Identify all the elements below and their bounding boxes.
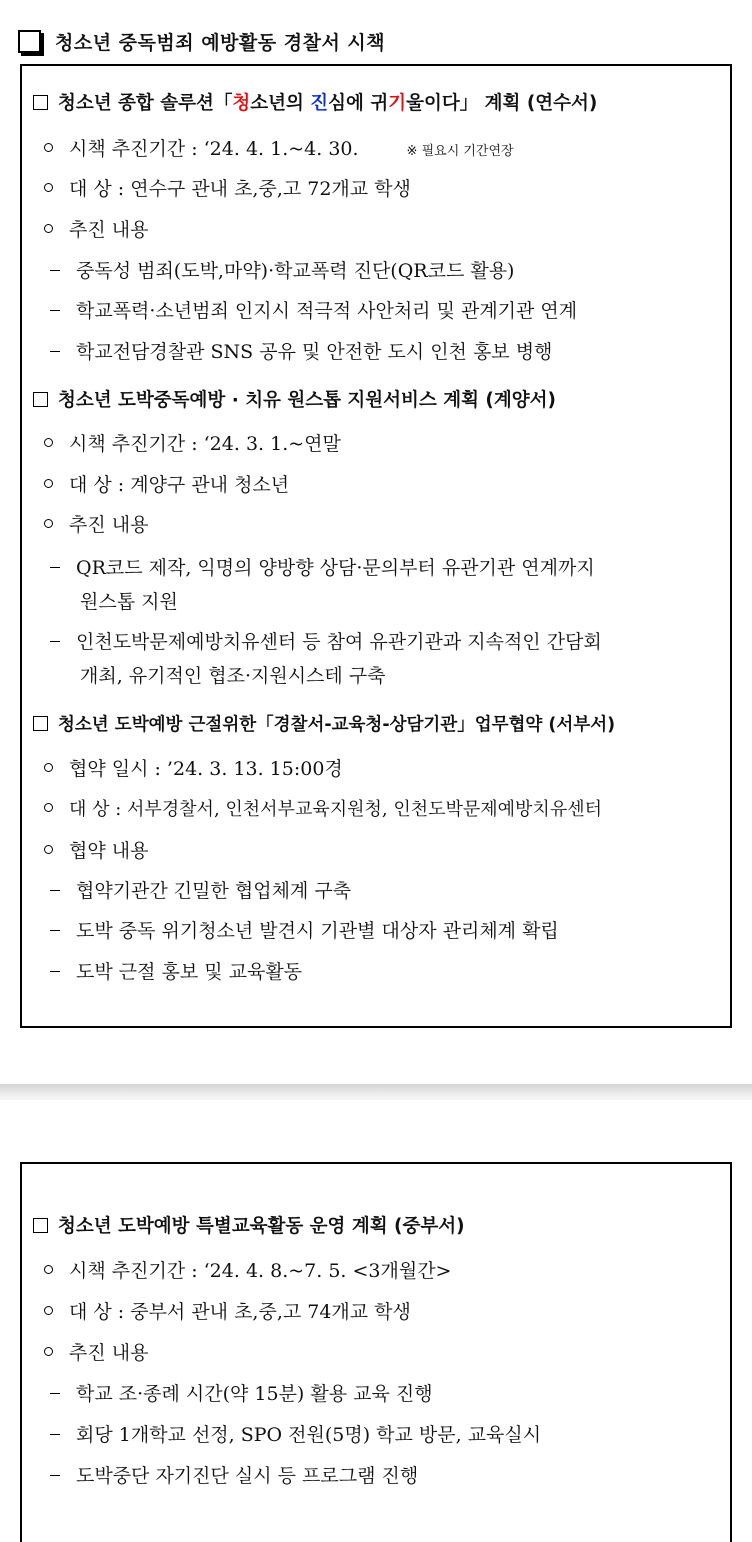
circle-bullet-icon (44, 438, 53, 447)
square-bullet-icon (33, 1218, 48, 1233)
target-line: 대 상 : 연수구 관내 초,중,고 72개교 학생 (44, 176, 411, 202)
square-bullet-icon (33, 95, 48, 110)
list-item: 협약기관간 긴밀한 협업체계 구축 (50, 878, 351, 904)
square-bullet-icon (33, 392, 48, 407)
page-break (0, 1084, 752, 1100)
dash-bullet-icon (50, 1393, 60, 1394)
list-item: 도박 중독 위기청소년 발견시 기관별 대상자 관리체계 확립 (50, 918, 559, 944)
list-item: 도박 근절 홍보 및 교육활동 (50, 959, 302, 985)
list-item: 학교전담경찰관 SNS 공유 및 안전한 도시 인천 홍보 병행 (50, 339, 552, 365)
section-heading-yeonsu: 청소년 종합 솔루션「청소년의 진심에 귀기울이다」 계획 (연수서) (33, 91, 597, 117)
date-line: 협약 일시 : ’24. 3. 13. 15:00경 (44, 756, 343, 782)
circle-bullet-icon (44, 1347, 53, 1356)
list-item: QR코드 제작, 익명의 양방향 상담·문의부터 유관기관 연계까지 (50, 555, 595, 581)
circle-bullet-icon (44, 183, 53, 192)
dash-bullet-icon (50, 270, 60, 271)
extension-note: ※ 필요시 기간연장 (406, 144, 514, 159)
square-bullet-icon (33, 716, 48, 731)
period-line: 시책 추진기간 : ‘24. 3. 1.~연말 (44, 431, 341, 457)
circle-bullet-icon (44, 763, 53, 772)
circle-bullet-icon (44, 224, 53, 233)
dash-bullet-icon (50, 351, 60, 352)
list-item-continuation: 개최, 유기적인 협조·지원시스테 구축 (80, 665, 386, 687)
target-line: 대 상 : 서부경찰서, 인천서부교육지원청, 인천도박문제예방치유센터 (44, 797, 602, 823)
page-title-row (18, 26, 385, 56)
content-label: 추진 내용 (44, 1340, 148, 1366)
content-label: 추진 내용 (44, 512, 148, 538)
target-line: 대 상 : 계양구 관내 청소년 (44, 472, 289, 498)
list-item-continuation: 원스톱 지원 (80, 591, 178, 613)
dash-bullet-icon (50, 930, 60, 931)
dash-bullet-icon (50, 1434, 60, 1435)
list-item: 학교 조·종례 시간(약 15분) 활용 교육 진행 (50, 1381, 433, 1407)
list-item: 회당 1개학교 선정, SPO 전원(5명) 학교 방문, 교육실시 (50, 1422, 541, 1448)
circle-bullet-icon (44, 479, 53, 488)
dash-bullet-icon (50, 567, 60, 568)
section-heading-jungbu: 청소년 도박예방 특별교육활동 운영 계획 (중부서) (33, 1214, 465, 1240)
dash-bullet-icon (50, 310, 60, 311)
circle-bullet-icon (44, 803, 53, 812)
section-heading-gyeyang: 청소년 도박중독예방 · 치유 원스톱 지원서비스 계획 (계양서) (33, 388, 556, 414)
dash-bullet-icon (50, 641, 60, 642)
list-item: 도박중단 자기진단 실시 등 프로그램 진행 (50, 1463, 418, 1489)
page-title: 청소년 중독범죄 예방활동 경찰서 시책 (55, 31, 386, 54)
circle-bullet-icon (44, 143, 53, 152)
dash-bullet-icon (50, 971, 60, 972)
list-item: 학교폭력·소년범죄 인지시 적극적 사안처리 및 관계기관 연계 (50, 298, 577, 324)
circle-bullet-icon (44, 845, 53, 854)
circle-bullet-icon (44, 519, 53, 528)
dash-bullet-icon (50, 1475, 60, 1476)
list-item: 인천도박문제예방치유센터 등 참여 유관기관과 지속적인 간담회 (50, 629, 602, 655)
circle-bullet-icon (44, 1306, 53, 1315)
list-item: 중독성 범죄(도박,마약)·학교폭력 진단(QR코드 활용) (50, 258, 514, 284)
dash-bullet-icon (50, 890, 60, 891)
content-label: 협약 내용 (44, 838, 148, 864)
section-heading-seobu: 청소년 도박예방 근절위한「경찰서-교육청-상담기관」업무협약 (서부서) (33, 712, 615, 738)
circle-bullet-icon (44, 1265, 53, 1274)
content-label: 추진 내용 (44, 217, 148, 243)
period-line: 시책 추진기간 : ‘24. 4. 1.~4. 30. ※ 필요시 기간연장 (44, 136, 514, 165)
period-line: 시책 추진기간 : ‘24. 4. 8.~7. 5. <3개월간> (44, 1258, 451, 1284)
target-line: 대 상 : 중부서 관내 초,중,고 74개교 학생 (44, 1299, 411, 1325)
title-box-icon (18, 30, 41, 53)
